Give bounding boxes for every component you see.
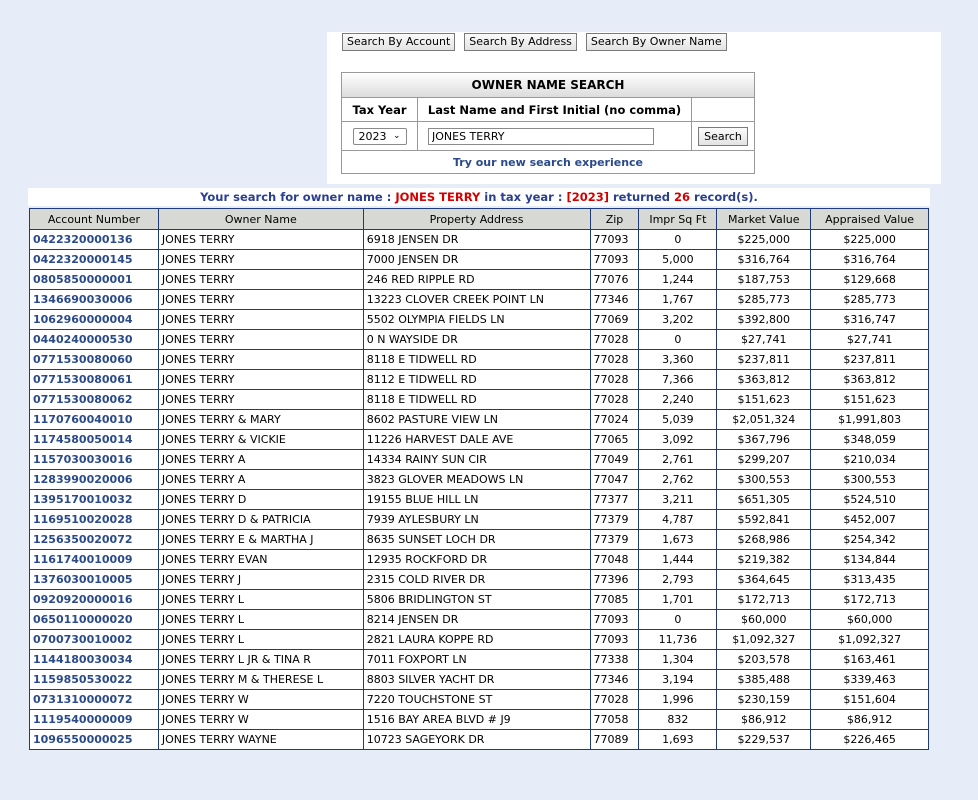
owner-name-cell: JONES TERRY L (158, 630, 363, 650)
impr-sq-ft-cell: 5,039 (639, 410, 717, 430)
table-row (30, 730, 929, 750)
impr-sq-ft-cell: 4,787 (639, 510, 717, 530)
market-value-cell: $60,000 (717, 610, 811, 630)
appraised-value-cell: $254,342 (811, 530, 929, 550)
zip-cell: 77076 (590, 270, 639, 290)
appraised-value-cell: $313,435 (811, 570, 929, 590)
market-value-cell: $367,796 (717, 430, 811, 450)
owner-name-cell: JONES TERRY WAYNE (158, 730, 363, 750)
property-address-cell: 3823 GLOVER MEADOWS LN (363, 470, 590, 490)
appraised-value-cell: $86,912 (811, 710, 929, 730)
property-address-cell: 7939 AYLESBURY LN (363, 510, 590, 530)
zip-cell: 77069 (590, 310, 639, 330)
owner-name-cell: JONES TERRY L (158, 610, 363, 630)
owner-name-cell: JONES TERRY D (158, 490, 363, 510)
owner-name-input[interactable] (428, 128, 654, 145)
impr-sq-ft-cell: 1,244 (639, 270, 717, 290)
account-number-link[interactable]: 1169510020028 (30, 510, 159, 530)
account-number-link[interactable]: 1170760040010 (30, 410, 159, 430)
impr-sq-ft-cell: 2,761 (639, 450, 717, 470)
market-value-cell: $316,764 (717, 250, 811, 270)
name-label: Last Name and First Initial (no comma) (418, 98, 692, 121)
zip-cell: 77028 (590, 330, 639, 350)
owner-name-search-form (341, 72, 755, 174)
table-row (30, 290, 929, 310)
table-row (30, 470, 929, 490)
owner-name-cell: JONES TERRY L JR & TINA R (158, 650, 363, 670)
market-value-cell: $300,553 (717, 470, 811, 490)
impr-sq-ft-cell: 1,304 (639, 650, 717, 670)
owner-name-cell: JONES TERRY EVAN (158, 550, 363, 570)
market-value-cell: $86,912 (717, 710, 811, 730)
table-row (30, 650, 929, 670)
owner-name-cell: JONES TERRY (158, 370, 363, 390)
results-table (29, 208, 929, 750)
search-by-address-button[interactable]: Search By Address (464, 33, 577, 51)
impr-sq-ft-cell: 2,793 (639, 570, 717, 590)
table-row (30, 550, 929, 570)
appraised-value-cell: $151,623 (811, 390, 929, 410)
summary-owner: JONES TERRY (395, 190, 481, 204)
account-number-link[interactable]: 0422320000145 (30, 250, 159, 270)
account-number-link[interactable]: 1376030010005 (30, 570, 159, 590)
table-row (30, 270, 929, 290)
table-row (30, 350, 929, 370)
property-address-cell: 8214 JENSEN DR (363, 610, 590, 630)
property-address-cell: 246 RED RIPPLE RD (363, 270, 590, 290)
property-address-cell: 8803 SILVER YACHT DR (363, 670, 590, 690)
zip-cell: 77058 (590, 710, 639, 730)
appraised-value-cell: $60,000 (811, 610, 929, 630)
table-row (30, 310, 929, 330)
tax-year-cell (342, 122, 418, 150)
impr-sq-ft-cell: 7,366 (639, 370, 717, 390)
account-number-link[interactable]: 1283990020006 (30, 470, 159, 490)
zip-cell: 77089 (590, 730, 639, 750)
market-value-cell: $203,578 (717, 650, 811, 670)
owner-name-cell: JONES TERRY W (158, 710, 363, 730)
table-row (30, 370, 929, 390)
account-number-link[interactable]: 0731310000072 (30, 690, 159, 710)
appraised-value-cell: $27,741 (811, 330, 929, 350)
owner-name-cell: JONES TERRY A (158, 450, 363, 470)
property-address-cell: 12935 ROCKFORD DR (363, 550, 590, 570)
market-value-cell: $592,841 (717, 510, 811, 530)
market-value-cell: $27,741 (717, 330, 811, 350)
table-row (30, 390, 929, 410)
appraised-value-cell: $316,747 (811, 310, 929, 330)
impr-sq-ft-cell: 1,693 (639, 730, 717, 750)
table-row (30, 450, 929, 470)
table-row (30, 510, 929, 530)
chevron-down-icon: ⌄ (392, 131, 401, 141)
property-address-cell: 5502 OLYMPIA FIELDS LN (363, 310, 590, 330)
impr-sq-ft-cell: 3,202 (639, 310, 717, 330)
appraised-value-cell: $134,844 (811, 550, 929, 570)
zip-cell: 77093 (590, 250, 639, 270)
property-address-cell: 7000 JENSEN DR (363, 250, 590, 270)
search-button-cell (692, 122, 754, 150)
market-value-cell: $364,645 (717, 570, 811, 590)
zip-cell: 77065 (590, 430, 639, 450)
col-zip: Zip (590, 209, 639, 230)
property-address-cell: 8118 E TIDWELL RD (363, 390, 590, 410)
property-address-cell: 0 N WAYSIDE DR (363, 330, 590, 350)
market-value-cell: $2,051,324 (717, 410, 811, 430)
search-by-account-button[interactable]: Search By Account (342, 33, 455, 51)
impr-sq-ft-cell: 1,767 (639, 290, 717, 310)
appraised-value-cell: $1,092,327 (811, 630, 929, 650)
owner-name-cell: JONES TERRY & MARY (158, 410, 363, 430)
impr-sq-ft-cell: 0 (639, 610, 717, 630)
zip-cell: 77048 (590, 550, 639, 570)
account-number-link[interactable]: 1346690030006 (30, 290, 159, 310)
impr-sq-ft-cell: 2,762 (639, 470, 717, 490)
market-value-cell: $187,753 (717, 270, 811, 290)
account-number-link[interactable]: 0650110000020 (30, 610, 159, 630)
owner-name-cell: JONES TERRY M & THERESE L (158, 670, 363, 690)
zip-cell: 77049 (590, 450, 639, 470)
col-property-address: Property Address (363, 209, 590, 230)
account-number-link[interactable]: 1159850530022 (30, 670, 159, 690)
impr-sq-ft-cell: 3,194 (639, 670, 717, 690)
appraised-value-cell: $237,811 (811, 350, 929, 370)
table-row (30, 430, 929, 450)
property-address-cell: 7011 FOXPORT LN (363, 650, 590, 670)
account-number-link[interactable]: 0771530080060 (30, 350, 159, 370)
search-button[interactable]: Search (698, 127, 748, 146)
appraised-value-cell: $339,463 (811, 670, 929, 690)
search-summary (28, 188, 930, 206)
appraised-value-cell: $316,764 (811, 250, 929, 270)
table-row (30, 230, 929, 250)
summary-suffix: record(s). (690, 190, 758, 204)
appraised-value-cell: $452,007 (811, 510, 929, 530)
owner-name-cell: JONES TERRY J (158, 570, 363, 590)
account-number-link[interactable]: 0920920000016 (30, 590, 159, 610)
appraised-value-cell: $172,713 (811, 590, 929, 610)
owner-name-cell: JONES TERRY (158, 290, 363, 310)
property-address-cell: 14334 RAINY SUN CIR (363, 450, 590, 470)
market-value-cell: $392,800 (717, 310, 811, 330)
zip-cell: 77024 (590, 410, 639, 430)
property-address-cell: 8635 SUNSET LOCH DR (363, 530, 590, 550)
zip-cell: 77338 (590, 650, 639, 670)
owner-name-cell: JONES TERRY (158, 350, 363, 370)
zip-cell: 77093 (590, 610, 639, 630)
owner-name-cell: JONES TERRY D & PATRICIA (158, 510, 363, 530)
owner-name-cell: JONES TERRY (158, 250, 363, 270)
zip-cell: 77396 (590, 570, 639, 590)
impr-sq-ft-cell: 3,211 (639, 490, 717, 510)
form-header-row (342, 98, 754, 122)
table-row (30, 530, 929, 550)
zip-cell: 77379 (590, 530, 639, 550)
property-address-cell: 13223 CLOVER CREEK POINT LN (363, 290, 590, 310)
account-number-link[interactable]: 1256350020072 (30, 530, 159, 550)
owner-name-cell: JONES TERRY (158, 310, 363, 330)
impr-sq-ft-cell: 5,000 (639, 250, 717, 270)
impr-sq-ft-cell: 1,996 (639, 690, 717, 710)
zip-cell: 77346 (590, 670, 639, 690)
owner-name-cell: JONES TERRY W (158, 690, 363, 710)
appraised-value-cell: $300,553 (811, 470, 929, 490)
property-address-cell: 5806 BRIDLINGTON ST (363, 590, 590, 610)
account-number-link[interactable]: 0440240000530 (30, 330, 159, 350)
owner-name-cell: JONES TERRY (158, 390, 363, 410)
account-number-link[interactable]: 0805850000001 (30, 270, 159, 290)
account-number-link[interactable]: 1161740010009 (30, 550, 159, 570)
owner-name-cell: JONES TERRY E & MARTHA J (158, 530, 363, 550)
owner-name-cell: JONES TERRY L (158, 590, 363, 610)
zip-cell: 77346 (590, 290, 639, 310)
appraised-value-cell: $210,034 (811, 450, 929, 470)
zip-cell: 77085 (590, 590, 639, 610)
zip-cell: 77028 (590, 690, 639, 710)
summary-returned: returned (608, 190, 675, 204)
table-row (30, 330, 929, 350)
market-value-cell: $385,488 (717, 670, 811, 690)
market-value-cell: $225,000 (717, 230, 811, 250)
table-row (30, 490, 929, 510)
col-owner-name: Owner Name (158, 209, 363, 230)
owner-name-cell: JONES TERRY (158, 330, 363, 350)
zip-cell: 77377 (590, 490, 639, 510)
property-address-cell: 11226 HARVEST DALE AVE (363, 430, 590, 450)
market-value-cell: $230,159 (717, 690, 811, 710)
account-number-link[interactable]: 1096550000025 (30, 730, 159, 750)
col-account-number: Account Number (30, 209, 159, 230)
appraised-value-cell: $129,668 (811, 270, 929, 290)
search-mode-buttons (342, 33, 736, 51)
owner-name-cell: JONES TERRY (158, 270, 363, 290)
owner-name-cell: JONES TERRY (158, 230, 363, 250)
appraised-value-cell: $1,991,803 (811, 410, 929, 430)
tax-year-label: Tax Year (342, 98, 418, 121)
market-value-cell: $651,305 (717, 490, 811, 510)
blank-header-cell (692, 98, 754, 121)
market-value-cell: $285,773 (717, 290, 811, 310)
impr-sq-ft-cell: 3,092 (639, 430, 717, 450)
account-number-link[interactable]: 0771530080062 (30, 390, 159, 410)
zip-cell: 77093 (590, 230, 639, 250)
col-impr-sq-ft: Impr Sq Ft (639, 209, 717, 230)
market-value-cell: $229,537 (717, 730, 811, 750)
table-header-row (30, 209, 929, 230)
market-value-cell: $1,092,327 (717, 630, 811, 650)
summary-prefix: Your search for owner name : (200, 190, 396, 204)
zip-cell: 77047 (590, 470, 639, 490)
owner-name-cell: JONES TERRY A (158, 470, 363, 490)
market-value-cell: $299,207 (717, 450, 811, 470)
appraised-value-cell: $524,510 (811, 490, 929, 510)
appraised-value-cell: $225,000 (811, 230, 929, 250)
table-row (30, 590, 929, 610)
appraised-value-cell: $363,812 (811, 370, 929, 390)
impr-sq-ft-cell: 0 (639, 230, 717, 250)
market-value-cell: $363,812 (717, 370, 811, 390)
market-value-cell: $219,382 (717, 550, 811, 570)
account-number-link[interactable]: 0422320000136 (30, 230, 159, 250)
property-address-cell: 19155 BLUE HILL LN (363, 490, 590, 510)
zip-cell: 77028 (590, 370, 639, 390)
impr-sq-ft-cell: 1,673 (639, 530, 717, 550)
col-appraised-value: Appraised Value (811, 209, 929, 230)
table-row (30, 410, 929, 430)
impr-sq-ft-cell: 3,360 (639, 350, 717, 370)
zip-cell: 77379 (590, 510, 639, 530)
tax-year-select[interactable] (353, 128, 407, 145)
appraised-value-cell: $226,465 (811, 730, 929, 750)
summary-year: [2023] (566, 190, 609, 204)
table-row (30, 570, 929, 590)
impr-sq-ft-cell: 832 (639, 710, 717, 730)
table-row (30, 610, 929, 630)
search-by-owner-button[interactable]: Search By Owner Name (586, 33, 727, 51)
summary-mid: in tax year : (480, 190, 567, 204)
impr-sq-ft-cell: 1,701 (639, 590, 717, 610)
name-cell (418, 122, 692, 150)
property-address-cell: 10723 SAGEYORK DR (363, 730, 590, 750)
table-row (30, 630, 929, 650)
appraised-value-cell: $348,059 (811, 430, 929, 450)
owner-name-cell: JONES TERRY & VICKIE (158, 430, 363, 450)
search-panel (327, 32, 941, 184)
appraised-value-cell: $285,773 (811, 290, 929, 310)
summary-count: 26 (674, 190, 691, 204)
account-number-link[interactable]: 0771530080061 (30, 370, 159, 390)
account-number-link[interactable]: 1174580050014 (30, 430, 159, 450)
property-address-cell: 2821 LAURA KOPPE RD (363, 630, 590, 650)
new-search-experience-link[interactable]: Try our new search experience (452, 156, 644, 169)
account-number-link[interactable]: 0700730010002 (30, 630, 159, 650)
impr-sq-ft-cell: 0 (639, 330, 717, 350)
form-input-row (342, 122, 754, 151)
account-number-link[interactable]: 1119540000009 (30, 710, 159, 730)
impr-sq-ft-cell: 11,736 (639, 630, 717, 650)
tax-year-value: 2023 (358, 129, 387, 143)
property-address-cell: 1516 BAY AREA BLVD # J9 (363, 710, 590, 730)
table-row (30, 690, 929, 710)
table-row (30, 250, 929, 270)
impr-sq-ft-cell: 1,444 (639, 550, 717, 570)
appraised-value-cell: $151,604 (811, 690, 929, 710)
property-address-cell: 2315 COLD RIVER DR (363, 570, 590, 590)
market-value-cell: $172,713 (717, 590, 811, 610)
form-title: OWNER NAME SEARCH (342, 73, 754, 98)
appraised-value-cell: $163,461 (811, 650, 929, 670)
impr-sq-ft-cell: 2,240 (639, 390, 717, 410)
account-number-link[interactable]: 1395170010032 (30, 490, 159, 510)
property-address-cell: 8118 E TIDWELL RD (363, 350, 590, 370)
table-row (30, 670, 929, 690)
account-number-link[interactable]: 1157030030016 (30, 450, 159, 470)
market-value-cell: $151,623 (717, 390, 811, 410)
account-number-link[interactable]: 1062960000004 (30, 310, 159, 330)
property-address-cell: 8602 PASTURE VIEW LN (363, 410, 590, 430)
property-address-cell: 7220 TOUCHSTONE ST (363, 690, 590, 710)
zip-cell: 77028 (590, 350, 639, 370)
property-address-cell: 8112 E TIDWELL RD (363, 370, 590, 390)
property-address-cell: 6918 JENSEN DR (363, 230, 590, 250)
table-row (30, 710, 929, 730)
zip-cell: 77093 (590, 630, 639, 650)
col-market-value: Market Value (717, 209, 811, 230)
account-number-link[interactable]: 1144180030034 (30, 650, 159, 670)
market-value-cell: $237,811 (717, 350, 811, 370)
market-value-cell: $268,986 (717, 530, 811, 550)
zip-cell: 77028 (590, 390, 639, 410)
